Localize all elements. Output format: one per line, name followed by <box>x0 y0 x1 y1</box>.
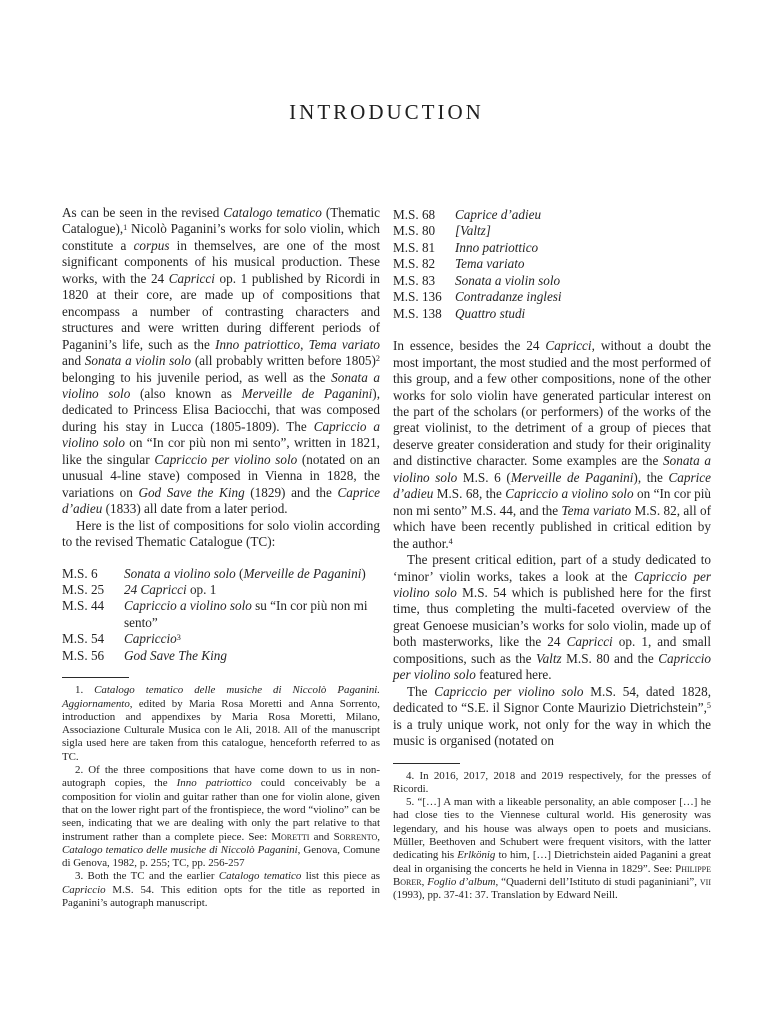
footnote-separator <box>393 763 460 764</box>
styled-text: Moretti <box>271 830 310 843</box>
styled-text: Erlkönig <box>457 849 496 862</box>
styled-text: Capricci <box>545 338 592 354</box>
ms-number: M.S. 44 <box>62 598 105 614</box>
left-ms-list <box>62 566 380 665</box>
footnote-marker: 5 <box>706 701 711 711</box>
ms-list-item <box>62 598 380 631</box>
styled-text: corpus <box>133 237 170 253</box>
ms-list-item <box>393 223 711 239</box>
ms-list-item <box>393 273 711 289</box>
styled-text: Sonata a violino solo <box>62 369 380 401</box>
styled-text: God Save the King <box>138 484 245 500</box>
styled-text: Caprice d’adieu <box>393 469 711 502</box>
styled-text: Sorrento <box>333 830 378 843</box>
styled-text: [Valtz] <box>455 223 491 239</box>
ms-title <box>455 256 711 272</box>
styled-text: Valtz <box>536 650 562 666</box>
styled-text: Tema variato <box>561 502 632 518</box>
styled-text: Capricci <box>168 270 215 286</box>
styled-text: Capriccio a violino solo <box>505 486 634 502</box>
styled-text: Capriccio per violino solo <box>393 650 712 683</box>
body-paragraph: Here is the list of compositions for solo violin according to the revised Thematic Catalogue (TC): <box>62 517 380 550</box>
ms-number: M.S. 56 <box>62 647 105 663</box>
styled-text: Catalogo tematico <box>218 870 302 883</box>
styled-text: Capriccio <box>62 883 106 896</box>
footnote: 4. In 2016, 2017, 2018 and 2019 respectively, for the presses of Ricordi. <box>393 769 711 795</box>
ms-list-item <box>393 240 711 256</box>
styled-text: Capriccio a violino solo <box>124 598 252 614</box>
body-paragraph: The present critical edition, part of a study dedicated to ‘minor’ violin works, takes a look at the Capriccio per violino solo M.S. 54 which is published here for the first time, thus completing the multi-faceted overview of the great Genoese musician’s works for solo violin, made up of both masterworks, like the 24 Capricci op. 1, and small compositions, such as the Valtz M.S. 80 and the Capriccio per violino solo featured here. <box>393 552 712 683</box>
styled-text: Tema variato <box>308 336 381 352</box>
left-footnote-paragraphs <box>62 684 380 910</box>
footnote-marker: 2 <box>375 354 380 364</box>
left-footnotes <box>62 677 380 910</box>
ms-title <box>455 273 711 289</box>
ms-number: M.S. 82 <box>393 256 436 272</box>
styled-text: Sonata a violin solo <box>455 272 561 288</box>
styled-text: Inno patriottico <box>176 777 252 790</box>
styled-text: Philippe Borer <box>393 862 711 888</box>
styled-text: Inno patriottico <box>455 239 539 255</box>
ms-list-item <box>393 289 711 305</box>
footnote: 2. Of the three compositions that have come down to us in non-autograph copies, the Inno patriottico could conceivably be a composition for violin and guitar rather than one for violin alone, given that on the lower right part of the frontispiece, the word “violino” can be seen, indicating that we are dealing with only the part relative to that instrument rather than a complete piece. See: Moretti and Sorrento, Catalogo tematico delle musiche di Niccolò Paganini, Genova, Comune di Genova, 1982, p. 255; TC, pp. 256-257 <box>62 764 380 870</box>
footnote: 1. Catalogo tematico delle musiche di Niccolò Paganini. Aggiornamento, edited by Maria Rosa Moretti and Anna Sorrento, introduction and appendixes by Maria Rosa Moretti, Milano, Associazione Culturale Musica con le Ali, 2018. All of the manuscript sigla used here are taken from this catalogue, henceforth referred to as TC. <box>62 684 381 763</box>
ms-list-item <box>62 566 380 582</box>
footnote: 5. “[…] A man with a likeable personality, an able composer […] he had close ties to the Viennese cultural world. His generosity was legendary, and his house was always open to poets and musicians. Müller, Beethoven and Schubert were frequent visitors, with the latter dedicating his Erlkönig to him, […] Dietrichstein aided Paganini a great deal in organising the concerts he held in Vienna in 1829”. See: Philippe Borer, Foglio d’album, “Quaderni dell’Istituto di studi paganiniani”, vii (1993), pp. 37-41: 37. Translation by Edward Neill. <box>393 796 712 902</box>
ms-title <box>124 631 380 647</box>
page-title: INTRODUCTION <box>289 100 484 124</box>
ms-number: M.S. 80 <box>393 223 436 239</box>
ms-number: M.S. 81 <box>393 239 436 255</box>
ms-number: M.S. 136 <box>393 289 442 305</box>
footnote-marker: 4 <box>448 536 453 546</box>
ms-title: Capriccio a violino solo su “In cor più non mi sento” <box>124 598 368 630</box>
ms-list-item <box>62 648 380 664</box>
left-body-paragraphs <box>62 205 380 551</box>
styled-text: Capriccio per violino solo <box>154 451 298 467</box>
body-paragraph: The Capriccio per violino solo M.S. 54, dated 1828, dedicated to “S.E. il Signor Conte Maurizio Dietrichstein”,$^5$ is a truly unique work, not only for the way in which the music is organised (notated on <box>393 683 711 749</box>
body-paragraph: In essence, besides the 24 Capricci, without a doubt the most important, the most studied and the most performed of this group, and a few other compositions, none of the other works for solo violin have generated particular interest on the part of the scholars (or performers) of the works of the great violinist, to the detriment of a group of pieces that deserve greater consideration and study for their originality and distinctive character. Some examples are the Sonata a violino solo M.S. 6 (Merveille de Paganini), the Caprice d’adieu M.S. 68, the Capriccio a violino solo on “In cor più non mi sento” M.S. 44, and the Tema variato M.S. 82, all of which have been recently published in critical edition by the author.$^4$ <box>393 338 712 551</box>
ms-number: M.S. 25 <box>62 581 105 597</box>
footnote-marker: 1 <box>123 222 128 232</box>
ms-number: M.S. 83 <box>393 272 436 288</box>
styled-text: Sonata a violin solo <box>84 353 192 369</box>
footnote-marker: 3 <box>176 632 181 642</box>
ms-list-item <box>62 582 380 598</box>
styled-text: Capriccio <box>124 631 177 647</box>
styled-text: Merveille de Paganini <box>243 565 362 581</box>
right-column <box>393 205 711 910</box>
body-paragraph: As can be seen in the revised Catalogo tematico (Thematic Catalogue),$^1$ Nicolò Paganini’s works for solo violin, which constitute a corpus in themselves, are one of the most significant components of his musical production. These works, with the 24 Capricci op. 1 published by Ricordi in 1820 at their core, are made up of compositions that encompass a number of contrasting characters and structures and were written during different periods of Paganini’s life, such as the Inno patriottico, Tema variato and Sonata a violin solo (all probably written before 1805)$^2$ belonging to his juvenile period, as well as the Sonata a violino solo (also known as Merveille de Paganini), dedicated to Princess Elisa Baciocchi, that was composed during his stay in Lucca (1805-1809). The Capriccio a violino solo on “In cor più non mi sento”, written in 1821, like the singular Capriccio per violino solo (notated on an unusual 4-line stave) composed in Vienna in 1828, the variations on God Save the King (1829) and the Caprice d’adieu (1833) all date from a later period. <box>62 205 381 517</box>
ms-list-item <box>393 306 711 322</box>
styled-text: Capriccio a violino solo <box>62 418 380 451</box>
styled-text: Merveille de Paganini <box>241 385 373 401</box>
ms-number: M.S. 54 <box>62 631 105 647</box>
styled-text: Foglio d’album <box>427 875 496 888</box>
ms-number: M.S. 6 <box>62 565 98 581</box>
ms-list-item <box>393 256 711 272</box>
styled-text: Merveille de Paganini <box>510 469 634 485</box>
styled-text: Catalogo tematico delle musiche di Niccolò Paganini. Aggiornamento <box>62 684 381 710</box>
styled-text: Catalogo tematico delle musiche di Niccolò Paganini <box>62 843 298 856</box>
ms-title: Sonata a violino solo (Merveille de Paganini) <box>124 565 366 581</box>
styled-text: God Save The King <box>124 647 227 663</box>
styled-text: Capriccio per violino solo <box>393 568 712 600</box>
styled-text: Tema variato <box>455 256 525 272</box>
ms-title <box>455 240 711 256</box>
ms-number: M.S. 68 <box>393 207 436 222</box>
styled-text: Inno patriottico <box>215 336 301 352</box>
ms-list-item <box>393 207 711 223</box>
ms-title: 24 Capricci op. 1 <box>124 581 217 597</box>
ms-list-item <box>62 631 380 647</box>
styled-text: Catalogo tematico <box>223 205 322 220</box>
styled-text: Caprice d’adieu <box>62 484 380 517</box>
ms-title <box>124 648 380 664</box>
styled-text: Quattro studi <box>455 305 526 321</box>
ms-title <box>455 207 711 223</box>
styled-text: Capricci <box>566 634 613 650</box>
two-column-layout <box>62 205 712 910</box>
styled-text: 24 Capricci <box>124 581 187 597</box>
left-column <box>62 205 380 910</box>
styled-text: Sonata a violino solo <box>124 565 236 581</box>
right-footnotes <box>393 763 711 903</box>
right-body-paragraphs <box>393 338 711 749</box>
ms-title <box>455 289 711 305</box>
right-footnote-paragraphs <box>393 770 711 903</box>
ms-title <box>455 306 711 322</box>
styled-text: Contradanze inglesi <box>455 289 562 305</box>
ms-title <box>455 223 711 239</box>
footnote-separator <box>62 677 129 678</box>
styled-text: Caprice d’adieu <box>455 207 542 222</box>
right-ms-list <box>393 207 711 322</box>
footnote: 3. Both the TC and the earlier Catalogo tematico list this piece as Capriccio M.S. 54. This edition opts for the title as reported in Paganini’s autograph manuscript. <box>62 870 380 909</box>
ms-number: M.S. 138 <box>393 305 442 321</box>
styled-text: vii <box>699 875 712 888</box>
styled-text: Sonata a violino solo <box>393 453 711 485</box>
styled-text: Capriccio per violino solo <box>434 683 584 699</box>
